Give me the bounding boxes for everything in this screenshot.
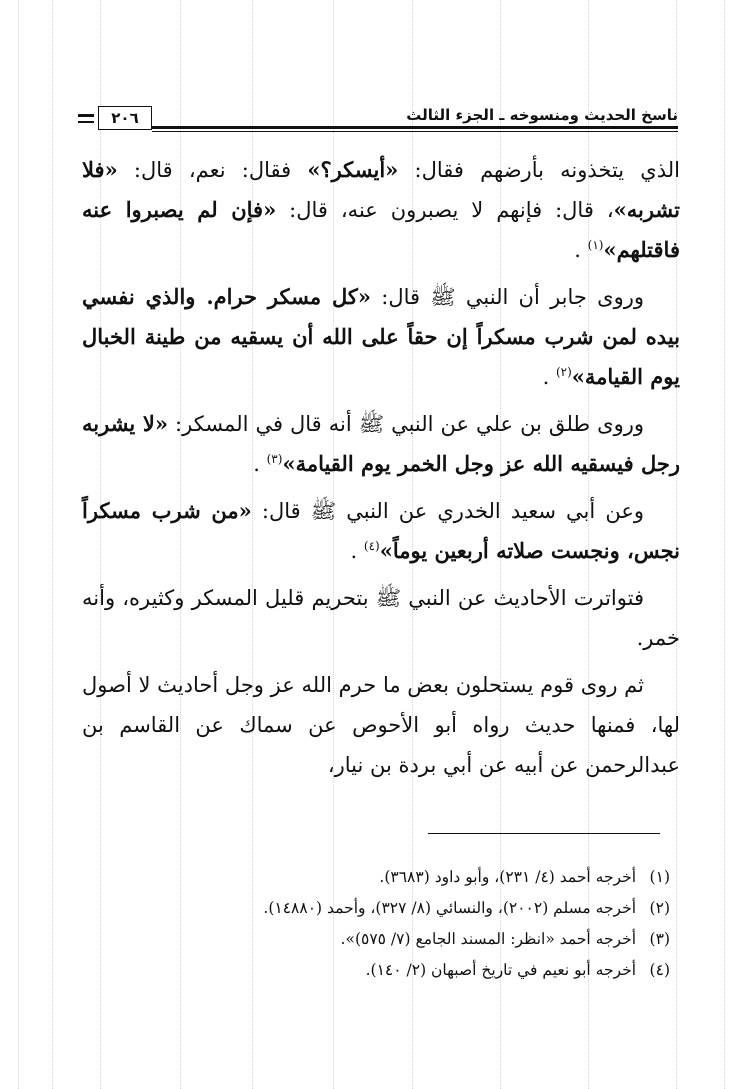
paragraph: وعن أبي سعيد الخدري عن النبي ﷺ قال: «من شرب مسكراً نجس، ونجست صلاته أربعين يوماً»$^{(٤)}$ .: [82, 498, 680, 563]
footnote-item: [150, 955, 670, 986]
paragraph-text: فقال: نعم، قال:: [117, 158, 308, 182]
paragraph: [82, 578, 680, 658]
footnote-item: [150, 893, 670, 924]
hadith-quote: «لا يشربه رجل فيسقيه الله عز وجل الخمر يوم القيامة»: [82, 411, 680, 476]
paragraph: وروى طلق بن علي عن النبي ﷺ أنه قال في المسكر: «لا يشربه رجل فيسقيه الله عز وجل الخمر يوم القيامة»$^{(٣)}$ .: [82, 411, 680, 476]
paragraph-text: فتواترت الأحاديث عن النبي ﷺ بتحريم قليل المسكر وكثيره، وأنه خمر.: [82, 586, 680, 650]
hadith-quote: «فلا تشربه»: [82, 157, 680, 222]
footnote-ref: (٤): [363, 539, 380, 553]
hadith-quote: «فإن لم يصبروا عنه فاقتلهم»: [82, 197, 680, 262]
footnote-text: أخرجه أحمد «انظر: المسند الجامع (٧/ ٥٧٥)».: [340, 930, 636, 948]
footnote-number: (٤): [649, 961, 670, 979]
header-rule-thin: [152, 131, 678, 132]
header-rule: [152, 126, 678, 129]
footnote-number: (٢): [649, 899, 670, 917]
footnote-number: (٣): [649, 930, 670, 948]
footnote-number: (١): [649, 868, 670, 886]
scan-guide-line: [18, 0, 19, 1089]
paragraph: وروى جابر أن النبي ﷺ قال: «كل مسكر حرام. والذي نفسي بيده لمن شرب مسكراً إن حقاً على الله أن يسقيه من طينة الخبال يوم القيامة»$^{(٢)}$ .: [82, 284, 680, 389]
footnote-text: أخرجه مسلم (٢٠٠٢)، والنسائي (٨/ ٣٢٧)، وأحمد (١٤٨٨٠).: [263, 899, 636, 917]
page-header: [78, 104, 678, 140]
footnote-ref: (٢): [555, 365, 572, 379]
footnote-text: أخرجه أبو نعيم في تاريخ أصبهان (٢/ ١٤٠).: [365, 961, 636, 979]
footnote-text: أخرجه أحمد (٤/ ٢٣١)، وأبو داود (٣٦٨٣).: [379, 868, 636, 886]
footnote-ref: (٣): [266, 452, 283, 466]
paragraph-text: الذي يتخذونه بأرضهم فقال:: [398, 158, 680, 182]
hadith-quote: «كل مسكر حرام. والذي نفسي بيده لمن شرب مسكراً إن حقاً على الله أن يسقيه من طينة الخبال يوم القيامة»: [82, 284, 680, 389]
paragraph-text: وروى طلق بن علي عن النبي ﷺ أنه قال في المسكر:: [168, 412, 644, 436]
scan-guide-line: [52, 0, 53, 1089]
footnote-separator: [428, 833, 660, 834]
hadith-quote: «أيسكر؟»: [307, 157, 399, 182]
footnote-item: [150, 862, 670, 893]
main-text: [82, 150, 680, 792]
paragraph-text: ، قال: فإنهم لا يصبرون عنه، قال:: [276, 198, 614, 222]
paragraph-text: ثم روى قوم يستحلون بعض ما حرم الله عز وجل أحاديث لا أصول لها، فمنها حديث رواه أبو الأحوص عن سماك عن القاسم بن عبدالرحمن عن أبيه عن أبي بردة بن نيار،: [82, 673, 680, 777]
paragraph-text: وعن أبي سعيد الخدري عن النبي ﷺ قال:: [251, 499, 644, 523]
footnotes: [150, 862, 670, 986]
page-number: ٢٠٦: [98, 106, 152, 130]
paragraph: الذي يتخذونه بأرضهم فقال: «أيسكر؟» فقال: نعم، قال: «فلا تشربه»، قال: فإنهم لا يصبرون عنه، قال: «فإن لم يصبروا عنه فاقتلهم»$^{(١)}$ .: [82, 157, 680, 262]
hadith-quote: «من شرب مسكراً نجس، ونجست صلاته أربعين يوماً»: [82, 498, 680, 563]
scan-guide-line: [724, 0, 725, 1089]
paragraph: [82, 665, 680, 785]
header-bar-ornament: [78, 114, 94, 127]
footnote-item: [150, 924, 670, 955]
paragraph-text: وروى جابر أن النبي ﷺ قال:: [371, 285, 644, 309]
footnote-ref: (١): [587, 238, 604, 252]
running-title: ناسخ الحديث ومنسوخه ـ الجزء الثالث: [406, 106, 678, 124]
